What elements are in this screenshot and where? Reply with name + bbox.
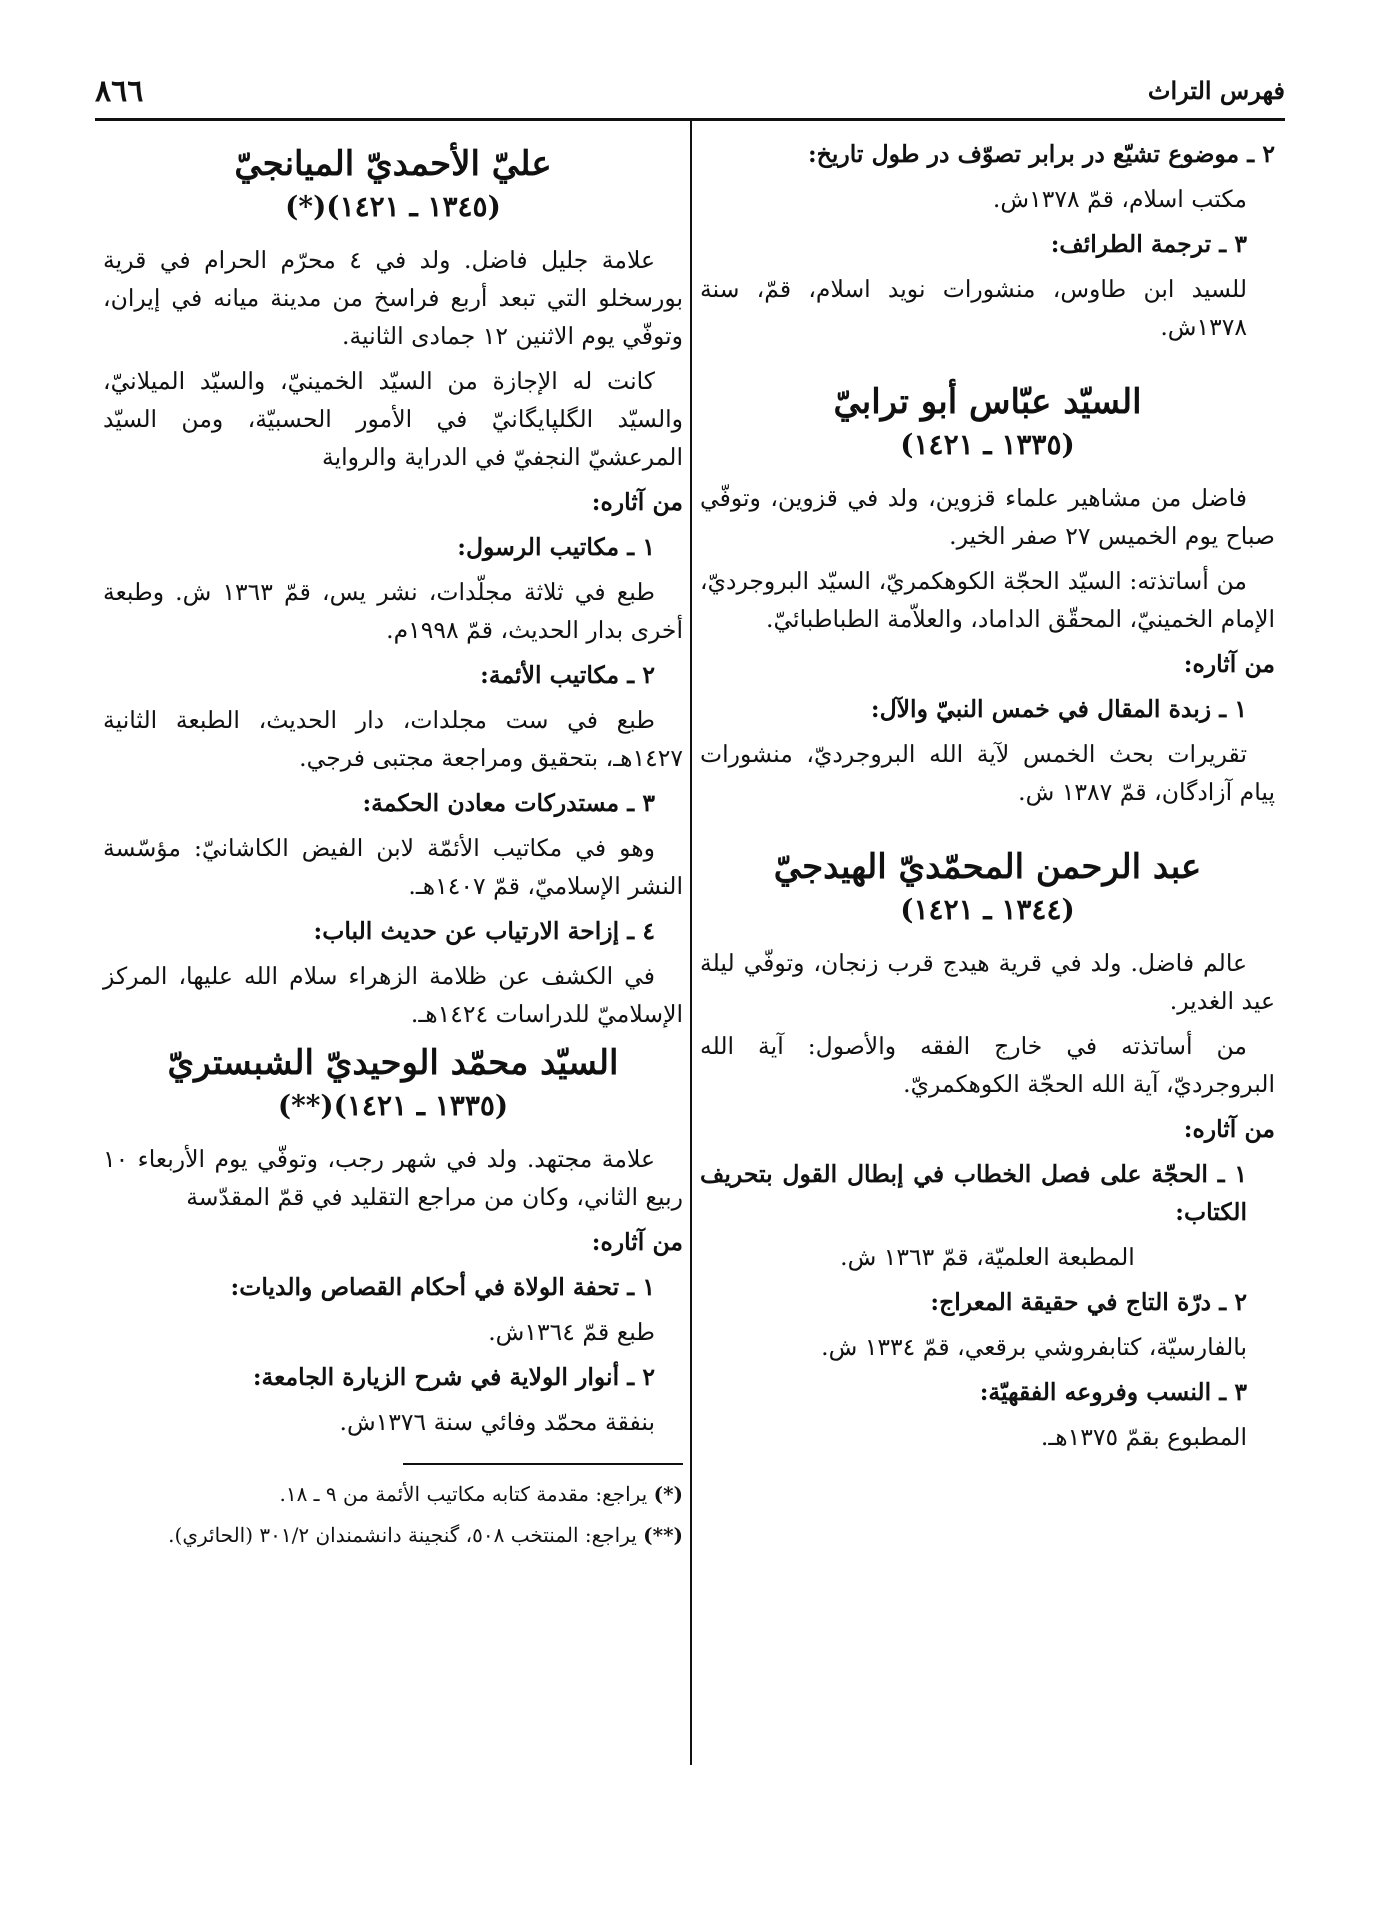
works-heading: من آثاره: — [1183, 650, 1275, 678]
bio-paragraph: من أساتذته في خارج الفقه والأصول: آية الله البروجرديّ، آية الله الحجّة الكوهكمريّ. — [700, 1032, 1275, 1098]
work-text: طبع قمّ ١٣٦٤ش. — [488, 1318, 655, 1346]
work-title: ١ ـ الحجّة على فصل الخطاب في إبطال القول بتحريف الكتاب: — [700, 1160, 1247, 1226]
work-title: ٢ ـ درّة التاج في حقيقة المعراج: — [930, 1288, 1247, 1316]
work-text: في الكشف عن ظلامة الزهراء سلام الله عليها، المركز الإسلاميّ للدراسات ١٤٢٤هـ. — [103, 962, 683, 1028]
work-text: بالفارسيّة، كتابفروشي برقعي، قمّ ١٣٣٤ ش. — [821, 1333, 1247, 1361]
right-column — [700, 135, 1275, 1463]
bio-paragraph: عالم فاضل. ولد في قرية هيدج قرب زنجان، وتوفّي ليلة عيد الغدير. — [700, 949, 1275, 1015]
footnote — [103, 1518, 683, 1552]
left-column — [103, 135, 683, 1559]
footnote — [103, 1477, 683, 1511]
works-heading: من آثاره: — [591, 1228, 683, 1256]
page-number: ٨٦٦ — [95, 74, 144, 109]
entry-dates: (١٣٣٥ ـ ١٤٢١)(**) — [277, 1089, 509, 1122]
work-title: ٢ ـ مكاتيب الأئمة: — [480, 661, 655, 689]
work-title: ١ ـ زبدة المقال في خمس النبيّ والآل: — [870, 695, 1247, 723]
work-text: وهو في مكاتيب الأئمّة لابن الفيض الكاشانيّ: مؤسّسة النشر الإسلاميّ، قمّ ١٤٠٧هـ. — [103, 834, 683, 900]
work-title: ٣ ـ مستدركات معادن الحكمة: — [362, 789, 655, 817]
work-title: ٣ ـ النسب وفروعه الفقهيّة: — [979, 1378, 1247, 1406]
work-title: ١ ـ تحفة الولاة في أحكام القصاص والديات: — [230, 1273, 655, 1301]
entry-dates: (١٣٤٥ ـ ١٤٢١)(*) — [285, 190, 501, 223]
work-text: مكتب اسلام، قمّ ١٣٧٨ش. — [992, 185, 1247, 213]
entry-name: السيّد محمّد الوحيديّ الشبستريّ — [167, 1043, 619, 1083]
entry-name: عليّ الأحمديّ الميانجيّ — [234, 144, 552, 184]
footnote-text: يراجع: مقدمة كتابه مكاتيب الأئمة من ٩ ـ ١٨. — [279, 1482, 648, 1506]
entry-dates: (١٣٤٤ ـ ١٤٢١) — [900, 893, 1075, 926]
works-heading: من آثاره: — [1183, 1115, 1275, 1143]
column-divider — [690, 120, 692, 1765]
work-text: المطبعة العلميّة، قمّ ١٣٦٣ ش. — [840, 1243, 1135, 1271]
work-text: طبع في ست مجلدات، دار الحديث، الطبعة الثانية ١٤٢٧هـ، بتحقيق ومراجعة مجتبى فرجي. — [103, 706, 683, 772]
footnote-text: يراجع: المنتخب ٥٠٨، گنجينة دانشمندان ٣٠١/٢ (الحائري). — [168, 1523, 637, 1547]
entry-name: عبد الرحمن المحمّديّ الهيدجيّ — [773, 847, 1202, 887]
work-text: المطبوع بقمّ ١٣٧٥هـ. — [1040, 1423, 1247, 1451]
bio-paragraph: علامة مجتهد. ولد في شهر رجب، وتوفّي يوم الأربعاء ١٠ ربيع الثاني، وكان من مراجع التقليد في قمّ المقدّسة — [103, 1145, 683, 1211]
work-text: تقريرات بحث الخمس لآية الله البروجرديّ، منشورات پيام آزادگان، قمّ ١٣٨٧ ش. — [700, 740, 1275, 806]
entry-name: السيّد عبّاس أبو ترابيّ — [833, 382, 1142, 422]
bio-paragraph: فاضل من مشاهير علماء قزوين، ولد في قزوين، وتوفّي صباح يوم الخميس ٢٧ صفر الخير. — [700, 484, 1275, 550]
work-title: ١ ـ مكاتيب الرسول: — [457, 533, 655, 561]
bio-paragraph: كانت له الإجازة من السيّد الخمينيّ، والسيّد الميلانيّ، والسيّد الگلپايگانيّ في الأمور الحسبيّة، ومن السيّد المرعشيّ النجفيّ في الدراية والرواية — [103, 367, 683, 471]
work-text: للسيد ابن طاوس، منشورات نويد اسلام، قمّ، سنة ١٣٧٨ش. — [700, 275, 1247, 341]
footnote-mark: (**) — [643, 1523, 683, 1547]
works-heading: من آثاره: — [591, 488, 683, 516]
bio-paragraph: من أساتذته: السيّد الحجّة الكوهكمريّ، السيّد البروجرديّ، الإمام الخمينيّ، المحقّق الداماد، والعلاّمة الطباطبائيّ. — [700, 567, 1275, 633]
bio-paragraph: علامة جليل فاضل. ولد في ٤ محرّم الحرام في قرية بورسخلو التي تبعد أربع فراسخ من مدينة ميانه في إيران، وتوفّي يوم الاثنين ١٢ جمادى الثانية. — [103, 246, 683, 350]
work-title: ٤ ـ إزاحة الارتياب عن حديث الباب: — [313, 917, 655, 945]
work-title: ٢ ـ موضوع تشيّع در برابر تصوّف در طول تاريخ: — [807, 140, 1275, 168]
entry-dates: (١٣٣٥ ـ ١٤٢١) — [900, 428, 1075, 461]
footnote-mark: (*) — [653, 1482, 683, 1506]
running-title: فهرس التراث — [1147, 76, 1285, 105]
page-header — [95, 72, 1285, 121]
work-text: بنفقة محمّد وفائي سنة ١٣٧٦ش. — [339, 1408, 655, 1436]
work-title: ٣ ـ ترجمة الطرائف: — [1050, 230, 1247, 258]
work-title: ٢ ـ أنوار الولاية في شرح الزيارة الجامعة: — [252, 1363, 655, 1391]
work-text: طبع في ثلاثة مجلّدات، نشر يس، قمّ ١٣٦٣ ش. وطبعة أخرى بدار الحديث، قمّ ١٩٩٨م. — [103, 578, 683, 644]
footnote-rule — [403, 1463, 683, 1465]
